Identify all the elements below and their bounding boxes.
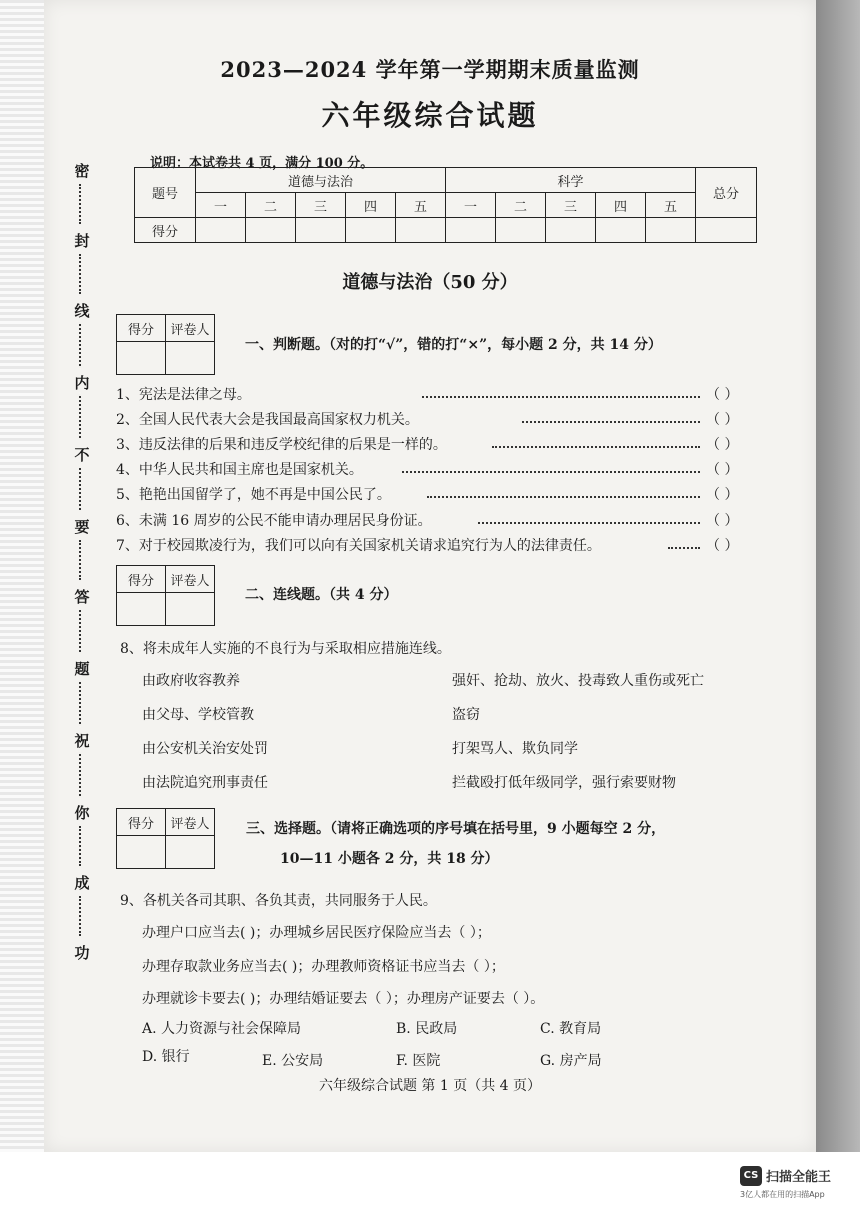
score-table-score-cell[interactable] <box>246 218 296 243</box>
part1-heading: 一、判断题。（对的打“√”，错的打“×”，每小题 2 分，共 14 分） <box>245 337 662 353</box>
leader-dots <box>522 421 700 423</box>
judgment-item: 4、中华人民共和国主席也是国家机关。 <box>116 462 363 478</box>
match-left-item[interactable]: 由公安机关治安处罚 <box>142 741 268 757</box>
sidebar-dotted-line <box>79 826 87 866</box>
question-9-blank-line[interactable]: 办理就诊卡要去( )；办理结婚证要去（ ）；办理房产证要去（ ）。 <box>142 991 545 1007</box>
choice-option: F. 医院 <box>396 1053 441 1069</box>
choice-option: A. 人力资源与社会保障局 <box>142 1021 302 1037</box>
grader-box-3 <box>116 808 215 869</box>
sidebar-dotted-line <box>79 324 87 366</box>
watermark-tagline: 3亿人都在用的扫描App <box>740 1190 825 1199</box>
grader-score-cell[interactable] <box>117 342 166 375</box>
sidebar-char: 密 <box>74 162 90 180</box>
score-table-row-label: 题号 <box>135 168 196 218</box>
exam-note: 说明：本试卷共 4 页，满分 100 分。 <box>150 156 374 171</box>
grader-score-label: 得分 <box>117 809 166 836</box>
leader-dots <box>422 396 700 398</box>
sidebar-char: 题 <box>74 660 90 678</box>
score-table-col-header: 二 <box>496 193 546 218</box>
match-right-item[interactable]: 强奸、抢劫、放火、投毒致人重伤或死亡 <box>452 673 704 689</box>
score-table-group1: 道德与法治 <box>196 168 446 193</box>
sidebar-char: 要 <box>74 518 90 536</box>
grader-score-label: 得分 <box>117 566 166 593</box>
match-left-item[interactable]: 由法院追究刑事责任 <box>142 775 268 791</box>
score-table-total-cell[interactable] <box>696 218 757 243</box>
sidebar-dotted-line <box>79 468 87 510</box>
answer-blank[interactable]: （ ） <box>706 487 739 503</box>
match-right-item[interactable]: 盗窃 <box>452 707 480 723</box>
score-table-group2: 科学 <box>446 168 696 193</box>
grader-reviewer-cell[interactable] <box>166 593 215 626</box>
match-left-item[interactable]: 由父母、学校管教 <box>142 707 254 723</box>
score-table-score-cell[interactable] <box>646 218 696 243</box>
question-9: 9、各机关各司其职、各负其责，共同服务于人民。 <box>120 893 437 909</box>
grader-box-1 <box>116 314 215 375</box>
question-9-blank-line[interactable]: 办理户口应当去( )；办理城乡居民医疗保险应当去（ ）； <box>142 925 491 941</box>
grader-reviewer-cell[interactable] <box>166 342 215 375</box>
exam-title-line2: 六年级综合试题 <box>321 99 539 132</box>
choice-option: D. 银行 <box>142 1049 190 1065</box>
leader-dots <box>478 522 700 524</box>
score-table-score-cell[interactable] <box>596 218 646 243</box>
score-table-col-header: 四 <box>346 193 396 218</box>
camscanner-logo-icon: CS <box>740 1166 762 1186</box>
sidebar-char: 内 <box>74 374 90 392</box>
leader-dots <box>402 471 700 473</box>
sidebar-dotted-line <box>79 396 87 438</box>
score-table-score-cell[interactable] <box>546 218 596 243</box>
judgment-item: 6、未满 16 周岁的公民不能申请办理居民身份证。 <box>116 513 432 529</box>
sidebar-char: 功 <box>74 944 90 962</box>
score-table-score-cell[interactable] <box>346 218 396 243</box>
choice-option: B. 民政局 <box>396 1021 458 1037</box>
answer-blank[interactable]: （ ） <box>706 462 739 478</box>
grader-score-cell[interactable] <box>117 836 166 869</box>
sidebar-char: 不 <box>74 446 90 464</box>
sidebar-dotted-line <box>79 540 87 580</box>
match-right-item[interactable]: 拦截殴打低年级同学，强行索要财物 <box>452 775 676 791</box>
sidebar-char: 祝 <box>74 732 90 750</box>
match-left-item[interactable]: 由政府收容教养 <box>142 673 240 689</box>
score-table-col-header: 四 <box>596 193 646 218</box>
part3-heading-line2: 10—11 小题各 2 分，共 18 分） <box>280 851 499 867</box>
leader-dots <box>492 446 700 448</box>
scan-left-edge <box>0 0 44 1152</box>
match-right-item[interactable]: 打架骂人、欺负同学 <box>452 741 578 757</box>
score-table-score-cell[interactable] <box>196 218 246 243</box>
answer-blank[interactable]: （ ） <box>706 538 739 554</box>
section-title: 道德与法治（50 分） <box>342 272 518 293</box>
question-9-blank-line[interactable]: 办理存取款业务应当去( )；办理教师资格证书应当去（ ）； <box>142 959 505 975</box>
score-table-col-header: 五 <box>646 193 696 218</box>
score-table-score-cell[interactable] <box>296 218 346 243</box>
answer-blank[interactable]: （ ） <box>706 513 739 529</box>
grader-reviewer-label: 评卷人 <box>166 566 215 593</box>
grader-box-2 <box>116 565 215 626</box>
score-table <box>134 167 757 243</box>
exam-title-line1: 2023—2024 学年第一学期期末质量监测 <box>220 57 640 82</box>
answer-blank[interactable]: （ ） <box>706 437 739 453</box>
score-table-col-header: 一 <box>446 193 496 218</box>
judgment-item: 2、全国人民代表大会是我国最高国家权力机关。 <box>116 412 419 428</box>
score-table-col-header: 二 <box>246 193 296 218</box>
sidebar-dotted-line <box>79 610 87 652</box>
sidebar-dotted-line <box>79 682 87 724</box>
sidebar-char: 封 <box>74 232 90 250</box>
answer-blank[interactable]: （ ） <box>706 387 739 403</box>
score-table-score-cell[interactable] <box>396 218 446 243</box>
grader-score-cell[interactable] <box>117 593 166 626</box>
judgment-item: 5、艳艳出国留学了，她不再是中国公民了。 <box>116 487 391 503</box>
sidebar-dotted-line <box>79 896 87 936</box>
watermark-name: 扫描全能王 <box>766 1170 832 1185</box>
sidebar-char: 线 <box>74 302 90 320</box>
grader-reviewer-label: 评卷人 <box>166 809 215 836</box>
choice-option: C. 教育局 <box>540 1021 602 1037</box>
page-footer: 六年级综合试题 第 1 页（共 4 页） <box>318 1078 542 1094</box>
score-table-col-header: 五 <box>396 193 446 218</box>
score-table-col-header: 三 <box>296 193 346 218</box>
judgment-item: 7、对于校园欺凌行为，我们可以向有关国家机关请求追究行为人的法律责任。 <box>116 538 601 554</box>
sidebar-char: 答 <box>74 588 90 606</box>
part3-heading-line1: 三、选择题。（请将正确选项的序号填在括号里，9 小题每空 2 分， <box>246 821 666 837</box>
choice-option: G. 房产局 <box>540 1053 602 1069</box>
sidebar-char: 成 <box>74 874 90 892</box>
answer-blank[interactable]: （ ） <box>706 412 739 428</box>
sidebar-dotted-line <box>79 754 87 796</box>
part2-heading: 二、连线题。（共 4 分） <box>245 587 398 603</box>
score-table-score-cell[interactable] <box>446 218 496 243</box>
score-table-total: 总分 <box>696 168 757 218</box>
grader-reviewer-label: 评卷人 <box>166 315 215 342</box>
score-table-score-cell[interactable] <box>496 218 546 243</box>
score-table-col-header: 一 <box>196 193 246 218</box>
sidebar-char: 你 <box>74 804 90 822</box>
score-table-score-label: 得分 <box>135 218 196 243</box>
grader-score-label: 得分 <box>117 315 166 342</box>
score-table-col-header: 三 <box>546 193 596 218</box>
scan-right-edge <box>816 0 860 1152</box>
leader-dots <box>427 496 700 498</box>
question-8: 8、将未成年人实施的不良行为与采取相应措施连线。 <box>120 641 451 657</box>
grader-reviewer-cell[interactable] <box>166 836 215 869</box>
judgment-item: 1、宪法是法律之母。 <box>116 387 251 403</box>
choice-option: E. 公安局 <box>262 1053 324 1069</box>
sidebar-dotted-line <box>79 184 87 224</box>
leader-dots <box>668 547 700 549</box>
judgment-item: 3、违反法律的后果和违反学校纪律的后果是一样的。 <box>116 437 447 453</box>
